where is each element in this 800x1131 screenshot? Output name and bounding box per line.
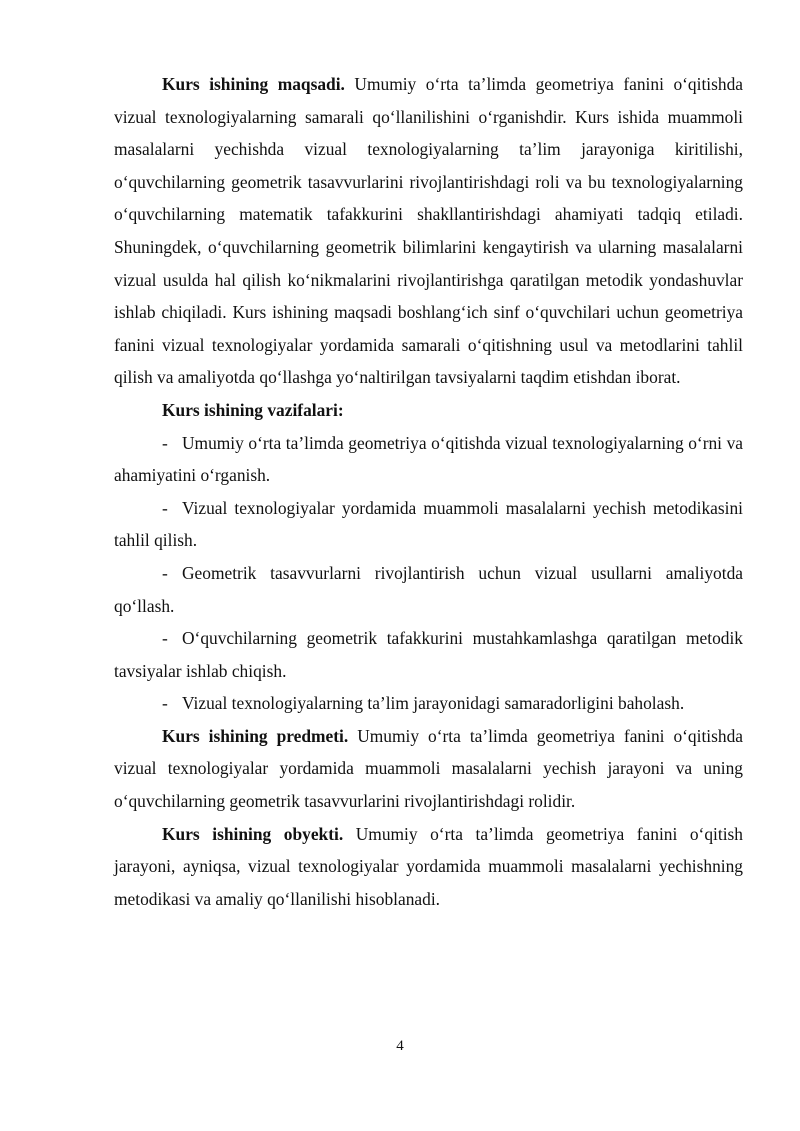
task-item-4 — [114, 622, 743, 687]
subject-text: Umumiy o‘rta ta’limda geometriya fanini o‘qitishda vizual texnologiyalar yordamida muammoli masalalarni yechish jarayoni va uning o‘quvchilarning geometrik tasavvurlarini rivojlantirishdagi rolidir. — [114, 725, 744, 812]
goal-label: Kurs ishining maqsadi. — [162, 74, 345, 94]
task-text: Vizual texnologiyalar yordamida muammoli masalalarni yechish metodikasini tahlil qilish. — [114, 497, 743, 551]
goal-paragraph — [114, 68, 743, 394]
goal-text: Umumiy o‘rta ta’limda geometriya fanini o‘qitishda vizual texnologiyalarning samarali qo‘llanilishini o‘rganishdir. Kurs ishida muammoli masalalarni yechishda vizual texnologiyalarning ta’lim jarayoniga kiritilishi, o‘quvchilarning geometrik tasavvurlarini rivojlantirishdagi roli va bu texnologiyalarning o‘quvchilarning matematik tafakkurini shakllantirishdagi ahamiyati tadqiq etiladi. Shuningdek, o‘quvchilarning geometrik bilimlarini kengaytirish va ularning masalalarni vizual usulda hal qilish ko‘nikmalarini rivojlantirishga qaratilgan metodik yondashuvlar ishlab chiqiladi. Kurs ishining maqsadi boshlang‘ich sinf o‘quvchilari uchun geometriya fanini vizual texnologiyalar yordamida samarali o‘qitishning usul va metodlarini tahlil qilish va amaliyotda qo‘llashga yo‘naltirilgan tavsiyalarni taqdim etishdan iborat. — [114, 74, 743, 388]
object-text: Umumiy o‘rta ta’limda geometriya fanini o‘qitish jarayoni, ayniqsa, vizual texnologiyalar yordamida muammoli masalalarni yechishning metodikasi va amaliy qo‘llanilishi hisoblanadi. — [114, 823, 744, 909]
dash-marker: - — [162, 628, 168, 649]
task-item-2 — [114, 492, 743, 557]
dash-marker: - — [162, 432, 168, 453]
subject-paragraph — [114, 720, 743, 818]
task-text: Vizual texnologiyalarning ta’lim jarayonidagi samaradorligini baholash. — [182, 693, 685, 714]
dash-marker: - — [162, 497, 168, 518]
page-number: 4 — [396, 1038, 404, 1054]
task-item-5 — [114, 687, 743, 720]
task-text: O‘quvchilarning geometrik tafakkurini mustahkamlashga qaratilgan metodik tavsiyalar ishlab chiqish. — [114, 628, 743, 681]
dash-marker: - — [162, 693, 168, 714]
task-text: Geometrik tasavvurlarni rivojlantirish uchun vizual usullarni amaliyotda qo‘llash. — [114, 562, 743, 616]
task-text: Umumiy o‘rta ta’limda geometriya o‘qitishda vizual texnologiyalarning o‘rni va ahamiyatini o‘rganish. — [114, 432, 743, 486]
page-content — [114, 68, 743, 915]
task-item-1 — [114, 427, 743, 492]
tasks-heading: Kurs ishining vazifalari: — [162, 399, 344, 420]
dash-marker: - — [162, 562, 168, 583]
task-item-3 — [114, 557, 743, 622]
object-paragraph — [114, 818, 743, 916]
object-label: Kurs ishining obyekti. — [162, 823, 344, 844]
subject-label: Kurs ishining predmeti. — [162, 725, 349, 746]
